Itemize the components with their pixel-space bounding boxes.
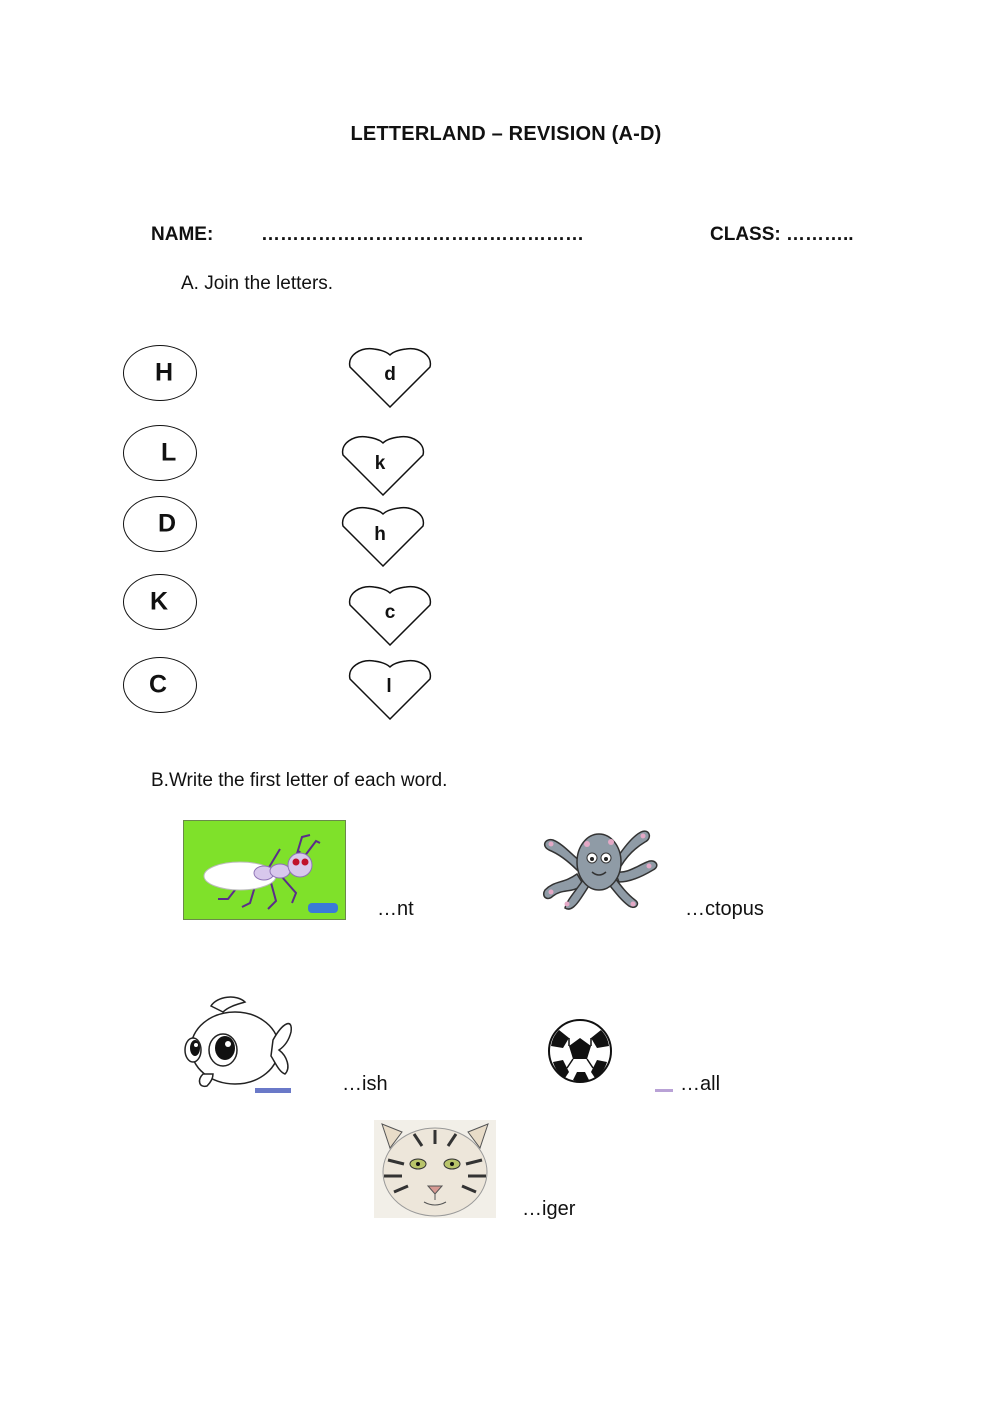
- name-label: NAME:: [151, 224, 214, 245]
- uppercase-letter: C: [149, 670, 168, 699]
- soccer-ball-icon: [547, 1018, 613, 1084]
- lowercase-letter: c: [384, 602, 396, 623]
- tiger-picture: [374, 1120, 496, 1218]
- uppercase-letter: H: [155, 358, 174, 387]
- octopus-icon: [537, 822, 665, 912]
- fish-picture: [183, 992, 295, 1096]
- lowercase-heart[interactable]: [347, 584, 433, 646]
- ant-picture: [183, 820, 346, 920]
- page-title: LETTERLAND – REVISION (A-D): [350, 123, 662, 145]
- octopus-picture: [537, 822, 665, 912]
- name-blank[interactable]: ……………………………………………: [261, 224, 584, 245]
- uppercase-oval[interactable]: [123, 657, 197, 713]
- section-a-instruction: A. Join the letters.: [181, 273, 334, 294]
- lowercase-heart[interactable]: [340, 434, 426, 496]
- lowercase-letter: l: [386, 676, 392, 697]
- lowercase-letter: d: [384, 364, 396, 385]
- lowercase-heart[interactable]: [340, 505, 426, 567]
- word-ball[interactable]: …all: [680, 1073, 721, 1095]
- uppercase-oval[interactable]: [123, 496, 197, 552]
- uppercase-oval[interactable]: [123, 345, 197, 401]
- word-fish[interactable]: …ish: [342, 1073, 388, 1095]
- uppercase-oval[interactable]: [123, 425, 197, 481]
- uppercase-oval[interactable]: [123, 574, 197, 630]
- ball-picture: [547, 1018, 613, 1084]
- fish-icon: [183, 992, 295, 1096]
- decorative-mark: [655, 1089, 673, 1092]
- lowercase-letter: h: [374, 524, 386, 545]
- word-tiger[interactable]: …iger: [522, 1198, 576, 1220]
- lowercase-heart[interactable]: [347, 346, 433, 408]
- uppercase-letter: L: [161, 438, 177, 467]
- uppercase-letter: K: [150, 587, 169, 616]
- section-b-instruction: B.Write the first letter of each word.: [151, 770, 448, 791]
- lowercase-letter: k: [374, 453, 386, 474]
- word-octopus[interactable]: …ctopus: [685, 898, 764, 920]
- class-label[interactable]: CLASS: ………..: [710, 224, 854, 245]
- uppercase-letter: D: [158, 509, 177, 538]
- tiger-icon: [374, 1120, 496, 1218]
- ant-icon: [184, 821, 345, 919]
- lowercase-heart[interactable]: [347, 658, 433, 720]
- word-ant[interactable]: …nt: [377, 898, 414, 920]
